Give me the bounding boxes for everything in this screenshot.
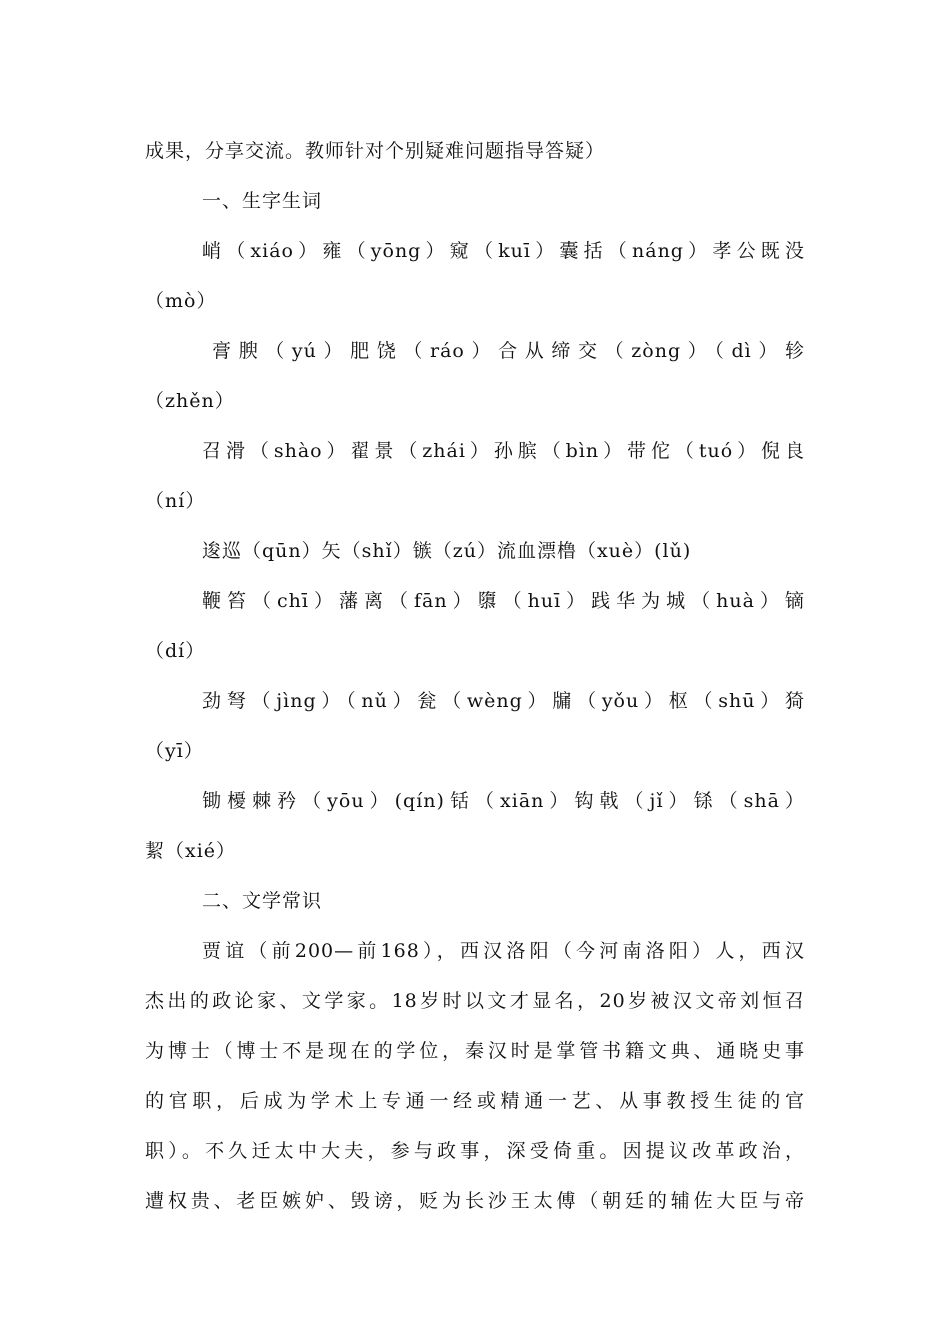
vocab-line: 锄櫌棘矜（yōu）(qín)铦（xiān）钩戟（jǐ）铩（shā） [202,790,805,812]
section-heading: 二、文学常识 [202,890,323,912]
paragraph-line: 为博士（博士不是现在的学位，秦汉时是掌管书籍文典、通晓史事 [145,1040,805,1062]
vocab-line: （yī） [145,740,204,762]
vocab-line: （mò） [145,290,217,312]
vocab-line: （zhěn） [145,390,235,412]
vocab-line: （dí） [145,640,206,662]
paragraph-line: 职）。不久迁太中大夫，参与政事，深受倚重。因提议改革政治， [145,1140,805,1162]
vocab-line: 膏腴（yú）肥饶（ráo）合从缔交（zòng）（dì）轸 [212,340,805,362]
paragraph-line: 杰出的政论家、文学家。18岁时以文才显名，20岁被汉文帝刘恒召 [145,990,805,1012]
paragraph-line: 贾谊（前200—前168），西汉洛阳（今河南洛阳）人，西汉 [202,940,805,962]
paragraph-line: 遭权贵、老臣嫉妒、毁谤，贬为长沙王太傅（朝廷的辅佐大臣与帝 [145,1190,805,1212]
vocab-line: 劲弩（jìng）（nǔ）瓮（wèng）牖（yǒu）枢（shū）猗 [202,690,805,712]
vocab-line: 召滑（shào）翟景（zhái）孙膑（bìn）带佗（tuó）倪良 [202,440,805,462]
vocab-line: （ní） [145,490,206,512]
vocab-line: 峭（xiáo）雍（yōng）窥（kuī）囊括（náng）孝公既没 [202,240,805,262]
paragraph-line: 成果，分享交流。教师针对个别疑难问题指导答疑） [145,140,606,162]
vocab-line: 絜（xié） [145,840,237,862]
section-heading: 一、生字生词 [202,190,323,212]
paragraph-line: 的官职，后成为学术上专通一经或精通一艺、从事教授生徒的官 [145,1090,805,1112]
vocab-line: 鞭笞（chī）藩离（fān）隳（huī）践华为城（huà）镝 [202,590,805,612]
vocab-line: 逡巡（qūn）矢（shǐ）镞（zú）流血漂橹（xuè）(lǔ) [202,540,692,562]
